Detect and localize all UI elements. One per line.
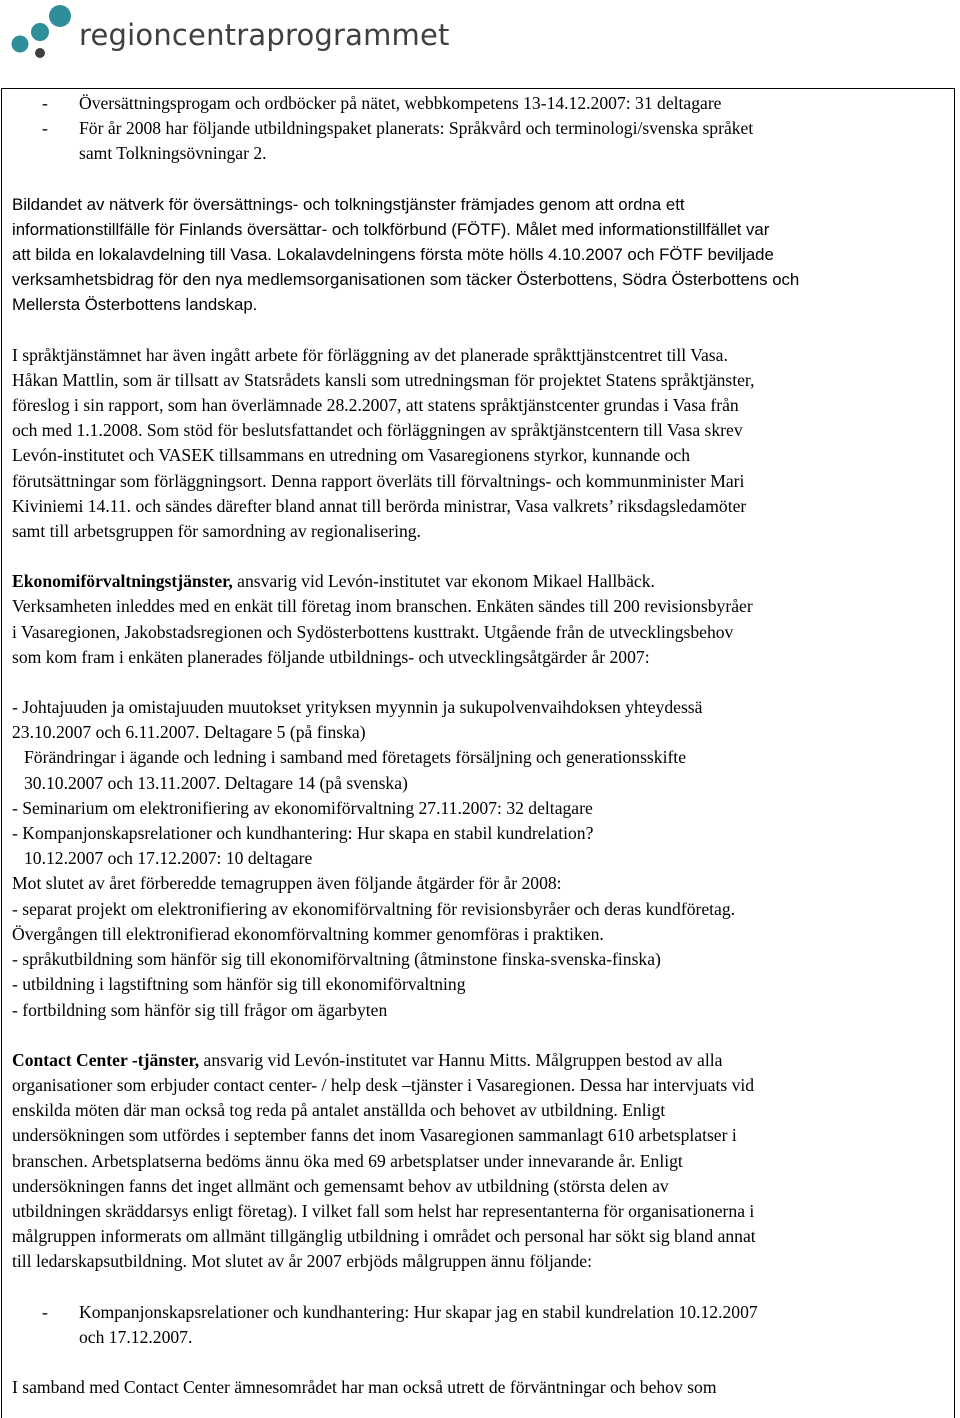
list-item: - För år 2008 har följande utbildningspaket planerats: Språkvård och terminologi/svenska språket (42, 118, 754, 139)
paragraph-language-center: I språktjänstämnet har även ingått arbete för förläggning av det planerade språkttjänstcentret till Vasa. Håkan Mattlin, som är tillsatt av Statsrådets kansli som utredningsman för projektet Statens språktjänster, föreslog i sin rapport, som han överlämnade 28.2.2007, att statens språktjänstcenter grundas i Vasa från och med 1.1.2008. Som stöd för beslutsfattandet och förläggningen av språktjänstcentern till Vasa skrev Levón-institutet och VASEK tillsammans en utredning om Vasaregionens styrkor, kunnande och förutsättningar som förläggningsort. Denna rapport överläts till förvaltnings- och kommunminister Mari Kiviniemi 14.11. och sändes därefter bland annat till berörda ministrar, Vasa valkrets’ riksdagsledamöter samt till arbetsgruppen för samordning av regionalisering. (12, 344, 755, 542)
logo-text: regioncentraprogrammet (79, 18, 450, 52)
logo-dots-icon (10, 4, 72, 60)
list-item: - separat projekt om elektronifiering av ekonomiförvaltning för revisionsbyråer och deras kundföretag. (12, 898, 736, 919)
list-item: - Kompanjonskapsrelationer och kundhantering: Hur skapar jag en stabil kundrelation 10.12.2007 (42, 1301, 758, 1322)
list-item: Förändringar i ägande och ledning i samband med företagets försäljning och generationsskifte (24, 747, 687, 768)
list-item: 23.10.2007 och 6.11.2007. Deltagare 5 (på finska) (12, 722, 366, 743)
list-item: Mot slutet av året förberedde temagruppen även följande åtgärder för år 2008: (12, 873, 562, 894)
list-item: - Seminarium om elektronifiering av ekonomiförvaltning 27.11.2007: 32 deltagare (12, 797, 593, 818)
document-body (12, 91, 948, 1400)
section-heading: Ekonomiförvaltningstjänster, (12, 571, 233, 592)
section-heading: Contact Center -tjänster, (12, 1049, 200, 1070)
list-item: - fortbildning som hänför sig till frågor om ägarbyten (12, 999, 388, 1020)
section-contact-center: Contact Center -tjänster, ansvarig vid Levón-institutet var Hannu Mitts. Målgruppen bestod av alla organisationer som erbjuder contact center- / help desk –tjänster i Vasaregionen. Dessa har intervjuats vid enskilda möten där man också tog reda på antalet anställda och behovet av utbildning. Enligt undersökningen som utfördes i september fanns det inom Vasaregionen sammanlagt 610 arbetsplatser i branschen. Arbetsplatserna bedöms ännu öka med 69 arbetsplatser under innevarande år. Enligt undersökningen fanns det inget allmänt och gemensamt behov av utbildning (största delen av utbildningen skräddarsys enligt företag). I vilket fall som helst har representanterna för organisationerna i målgruppen informerats om allmänt tillgänglig utbildning i området och personal har sökt sig bland annat till ledarskapsutbildning. Mot slutet av år 2007 erbjöds målgruppen ännu följande: - Kompanjonskapsrelationer och kundhantering: Hur skapar jag en stabil kundrelation 10.12.2007 och 17.12.2007. I samband med Contact Center ämnesområdet har man också utrett de förväntningar och behov som (12, 1048, 948, 1400)
list-item: 10.12.2007 och 17.12.2007: 10 deltagare (24, 848, 313, 869)
list-item: 30.10.2007 och 13.11.2007. Deltagare 14 (på svenska) (24, 772, 408, 793)
list-item: - Johtajuuden ja omistajuuden muutokset yrityksen myynnin ja sukupolvenvaihdoksen yhteydessä (12, 697, 703, 718)
list-item-continuation: samt Tolkningsövningar 2. (79, 143, 267, 164)
list-item: Övergången till elektronifierad ekonomförvaltning kommer genomföras i praktiken. (12, 923, 604, 944)
logo (10, 2, 450, 62)
list-item: - Kompanjonskapsrelationer och kundhantering: Hur skapa en stabil kundrelation? (12, 823, 594, 844)
list-item: - Översättningsprogam och ordböcker på nätet, webbkompetens 13-14.12.2007: 31 deltagare (42, 93, 722, 113)
list-item: - utbildning i lagstiftning som hänför sig till ekonomiförvaltning (12, 974, 466, 995)
list-item-continuation: och 17.12.2007. (79, 1326, 193, 1347)
section-economy: Ekonomiförvaltningstjänster, ansvarig vid Levón-institutet var ekonom Mikael Hallbäck. Verksamheten inleddes med en enkät till företag inom branschen. Enkäten sändes till 200 revisionsbyråer i Vasaregionen, Jakobstadsregionen och Sydösterbottens kusttrakt. Utgående från de utvecklingsbehov som kom fram i enkäten planerades följande utbildnings- och utvecklingsåtgärder år 2007: - Johtajuuden ja omistajuuden muutokset yrityksen myynnin ja sukupolvenvaihdoksen yhteydessä 23.10.2007 och 6.11.2007. Deltagare 5 (på finska) Förändringar i ägande och ledning i samband med företagets försäljning och generationsskifte 30.10.2007 och 13.11.2007. Deltagare 14 (på svenska) - Seminarium om elektronifiering av ekonomiförvaltning 27.11.2007: 32 deltagare - Kompanjonskapsrelationer och kundhantering: Hur skapa en stabil kundrelation? 10.12.2007 och 17.12.2007: 10 deltagare Mot slutet av året förberedde temagruppen även följande åtgärder för år 2008: - separat projekt om elektronifiering av ekonomiförvaltning för revisionsbyråer och deras kundföretag. Övergången till elektronifierad ekonomförvaltning kommer genomföras i praktiken. - språkutbildning som hänför sig till ekonomiförvaltning (åtminstone finska-svenska-finska) - utbildning i lagstiftning som hänför sig till ekonomiförvaltning - fortbildning som hänför sig till frågor om ägarbyten (12, 569, 948, 1022)
list-item: - språkutbildning som hänför sig till ekonomiförvaltning (åtminstone finska-svenska-finska) (12, 949, 661, 970)
paragraph-network: Bildandet av nätverk för översättnings- och tolkningstjänster främjades genom att ordna ett informationstillfälle för Finlands översättar- och tolkförbund (FÖTF). Målet med informationstillfället var att bilda en lokalavdelning till Vasa. Lokalavdelningens första möte hölls 4.10.2007 och FÖTF beviljade verksamhetsbidrag för den nya medlemsorganisationen som täcker Österbottens, Södra Österbottens och Mellersta Österbottens landskap. (12, 194, 800, 315)
